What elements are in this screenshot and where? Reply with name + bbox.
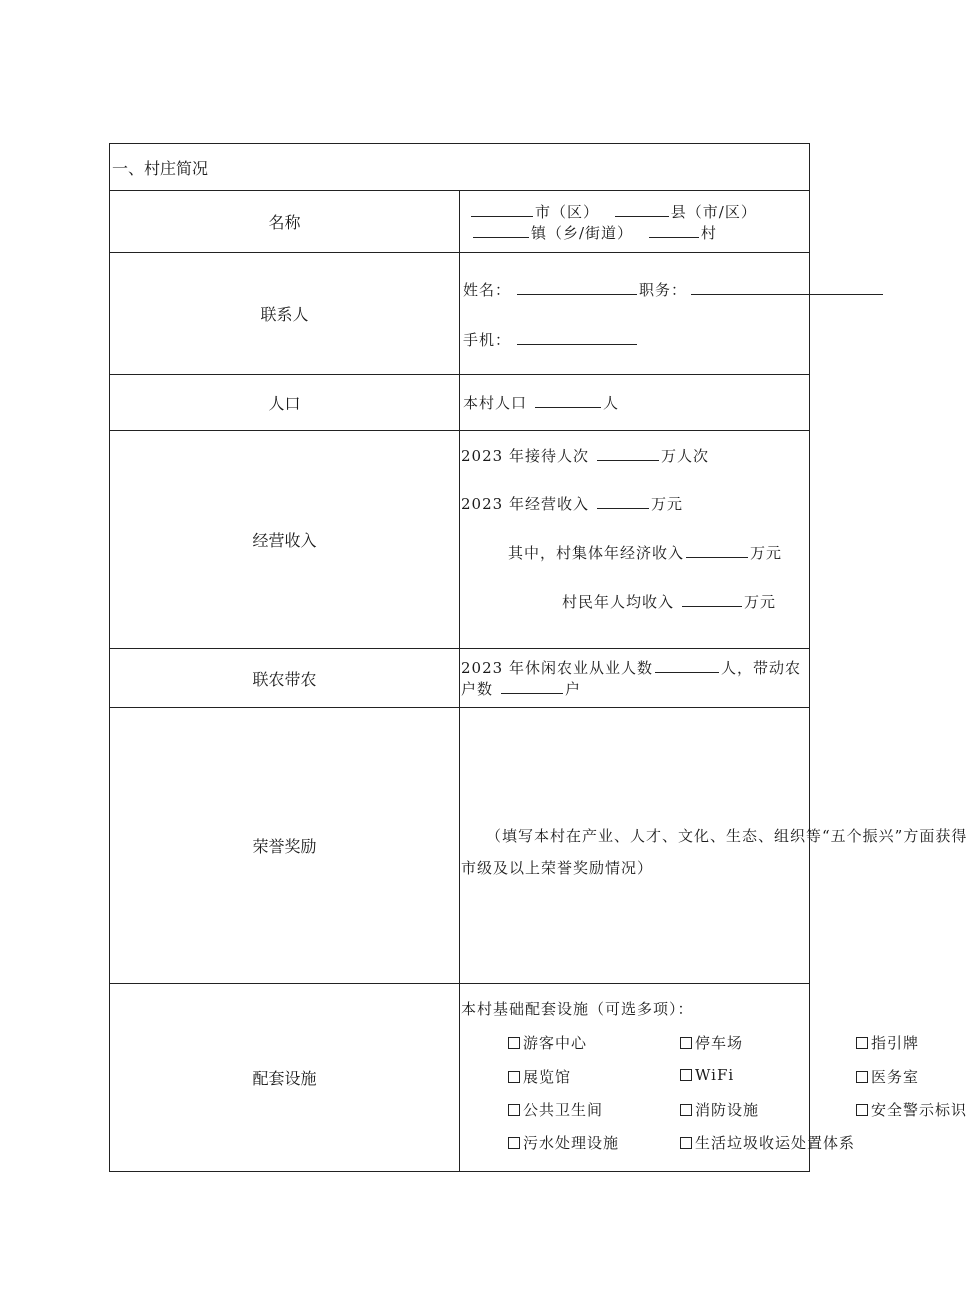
visitors-text: 2023 年接待人次: [461, 447, 589, 465]
section-title: 一、村庄简况: [110, 144, 810, 191]
population-blank[interactable]: [535, 393, 601, 408]
population-label: 人口: [110, 375, 460, 431]
town-blank[interactable]: [473, 223, 529, 238]
facility-option[interactable]: 停车场: [680, 1032, 743, 1053]
checkbox-icon[interactable]: [680, 1137, 692, 1149]
facility-option[interactable]: 消防设施: [680, 1099, 759, 1120]
per-capita-text: 村民年人均收入: [562, 593, 675, 611]
contact-phone-blank[interactable]: [517, 330, 637, 345]
income-label: 经营收入: [110, 431, 460, 649]
checkbox-icon[interactable]: [856, 1071, 868, 1083]
population-unit: 人: [603, 394, 620, 412]
contact-content: [460, 253, 810, 375]
town-text: 镇（乡/街道）: [531, 223, 634, 242]
facility-option[interactable]: 指引牌: [856, 1032, 919, 1053]
farmers-label: 联农带农: [110, 649, 460, 708]
households-blank[interactable]: [501, 679, 563, 694]
per-capita-blank[interactable]: [682, 592, 742, 607]
income-content: [460, 431, 810, 649]
employees-text: 2023 年休闲农业从业人数: [461, 659, 653, 677]
visitors-unit: 万人次: [660, 447, 709, 465]
checkbox-icon[interactable]: [508, 1137, 520, 1149]
households-unit: 户: [565, 680, 582, 698]
city-blank[interactable]: [471, 202, 533, 217]
name-label: 名称: [110, 191, 460, 253]
revenue-unit: 万元: [650, 495, 683, 513]
population-text: 本村人口: [463, 394, 528, 412]
facilities-intro: 本村基础配套设施（可选多项）：: [461, 1000, 694, 1018]
farmers-content: [460, 649, 810, 708]
village-blank[interactable]: [649, 223, 699, 238]
population-content: [460, 375, 810, 431]
facility-option[interactable]: 生活垃圾收运处置体系: [680, 1132, 855, 1153]
collective-text: 其中，村集体年经济收入: [508, 544, 685, 562]
facility-option[interactable]: 污水处理设施: [508, 1132, 619, 1153]
checkbox-icon[interactable]: [856, 1104, 868, 1116]
facility-option[interactable]: 游客中心: [508, 1032, 587, 1053]
name-content: [460, 191, 810, 253]
contact-position-label: 职务：: [639, 281, 688, 299]
checkbox-icon[interactable]: [680, 1069, 692, 1081]
facilities-label: 配套设施: [110, 984, 460, 1172]
visitors-blank[interactable]: [597, 446, 659, 461]
facilities-content: [460, 984, 967, 1172]
contact-phone-label: 手机：: [463, 331, 512, 349]
honors-content[interactable]: [460, 708, 967, 984]
honors-label: 荣誉奖励: [110, 708, 460, 984]
honors-hint-line1: （填写本村在产业、人才、文化、生态、组织等“五个振兴”方面获得: [486, 827, 967, 845]
employees-unit: 人，带动农户数: [461, 659, 801, 698]
contact-name-blank[interactable]: [517, 280, 637, 295]
checkbox-icon[interactable]: [508, 1071, 520, 1083]
checkbox-icon[interactable]: [508, 1037, 520, 1049]
village-text: 村: [700, 223, 717, 242]
contact-label: 联系人: [110, 253, 460, 375]
city-text: 市（区）: [535, 202, 600, 221]
form-table: [109, 143, 967, 1172]
honors-hint-line2: 市级及以上荣誉奖励情况）: [461, 859, 654, 877]
checkbox-icon[interactable]: [680, 1037, 692, 1049]
facility-option[interactable]: WiFi: [680, 1066, 734, 1084]
contact-position-blank[interactable]: [691, 280, 883, 295]
county-blank[interactable]: [615, 202, 669, 217]
contact-name-label: 姓名：: [463, 281, 512, 299]
checkbox-icon[interactable]: [508, 1104, 520, 1116]
per-capita-unit: 万元: [744, 593, 777, 611]
collective-blank[interactable]: [686, 543, 748, 558]
revenue-text: 2023 年经营收入: [461, 495, 589, 513]
collective-unit: 万元: [750, 544, 783, 562]
village-form: [109, 143, 967, 1172]
revenue-blank[interactable]: [597, 494, 649, 509]
facility-option[interactable]: 医务室: [856, 1066, 919, 1087]
checkbox-icon[interactable]: [856, 1037, 868, 1049]
facility-option[interactable]: 公共卫生间: [508, 1099, 603, 1120]
county-text: 县（市/区）: [670, 202, 757, 221]
facility-option[interactable]: 展览馆: [508, 1066, 571, 1087]
employees-blank[interactable]: [655, 658, 719, 673]
facility-option[interactable]: 安全警示标识: [856, 1099, 967, 1120]
checkbox-icon[interactable]: [680, 1104, 692, 1116]
